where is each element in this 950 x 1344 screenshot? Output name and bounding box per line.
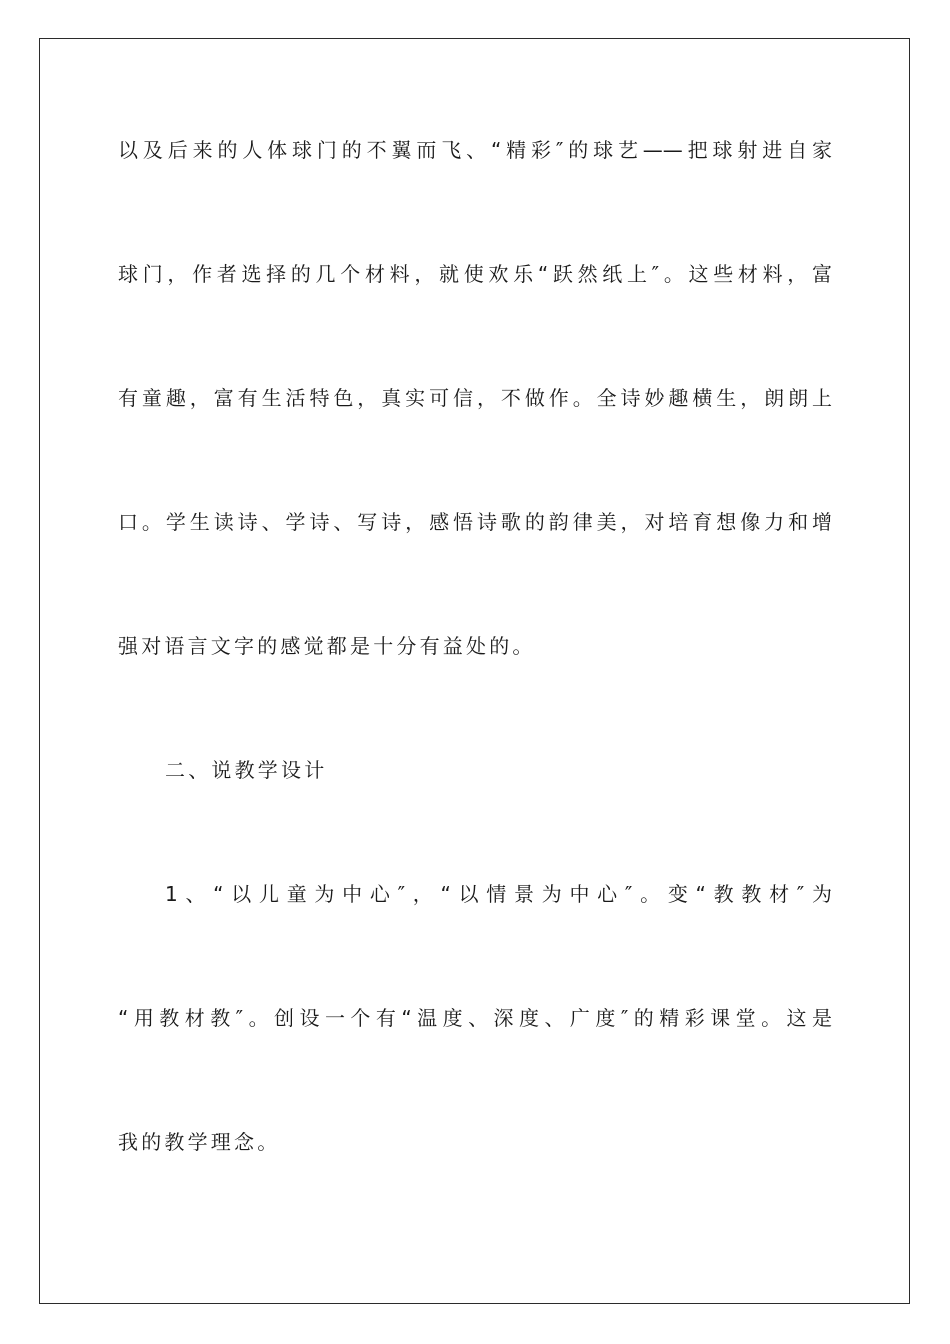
paragraph-line: 1、“以儿童为中心″，“以情景为中心″。变“教教材″为 xyxy=(165,882,832,906)
paragraph-line: 我的教学理念。 xyxy=(118,1130,281,1154)
paragraph-line: 强对语言文字的感觉都是十分有益处的。 xyxy=(118,634,536,658)
paragraph-line: 有童趣，富有生活特色，真实可信，不做作。全诗妙趣横生，朗朗上 xyxy=(118,386,832,410)
page-border xyxy=(39,38,910,1304)
paragraph-line: 口。学生读诗、学诗、写诗，感悟诗歌的韵律美，对培育想像力和增 xyxy=(118,510,832,534)
paragraph-line: “用教材教″。创设一个有“温度、深度、广度″的精彩课堂。这是 xyxy=(118,1006,832,1030)
paragraph-line: 球门，作者选择的几个材料，就使欢乐“跃然纸上″。这些材料，富 xyxy=(118,262,832,286)
paragraph-line: 以及后来的人体球门的不翼而飞、“精彩″的球艺——把球射进自家 xyxy=(118,138,832,162)
section-heading: 二、说教学设计 xyxy=(165,758,328,782)
